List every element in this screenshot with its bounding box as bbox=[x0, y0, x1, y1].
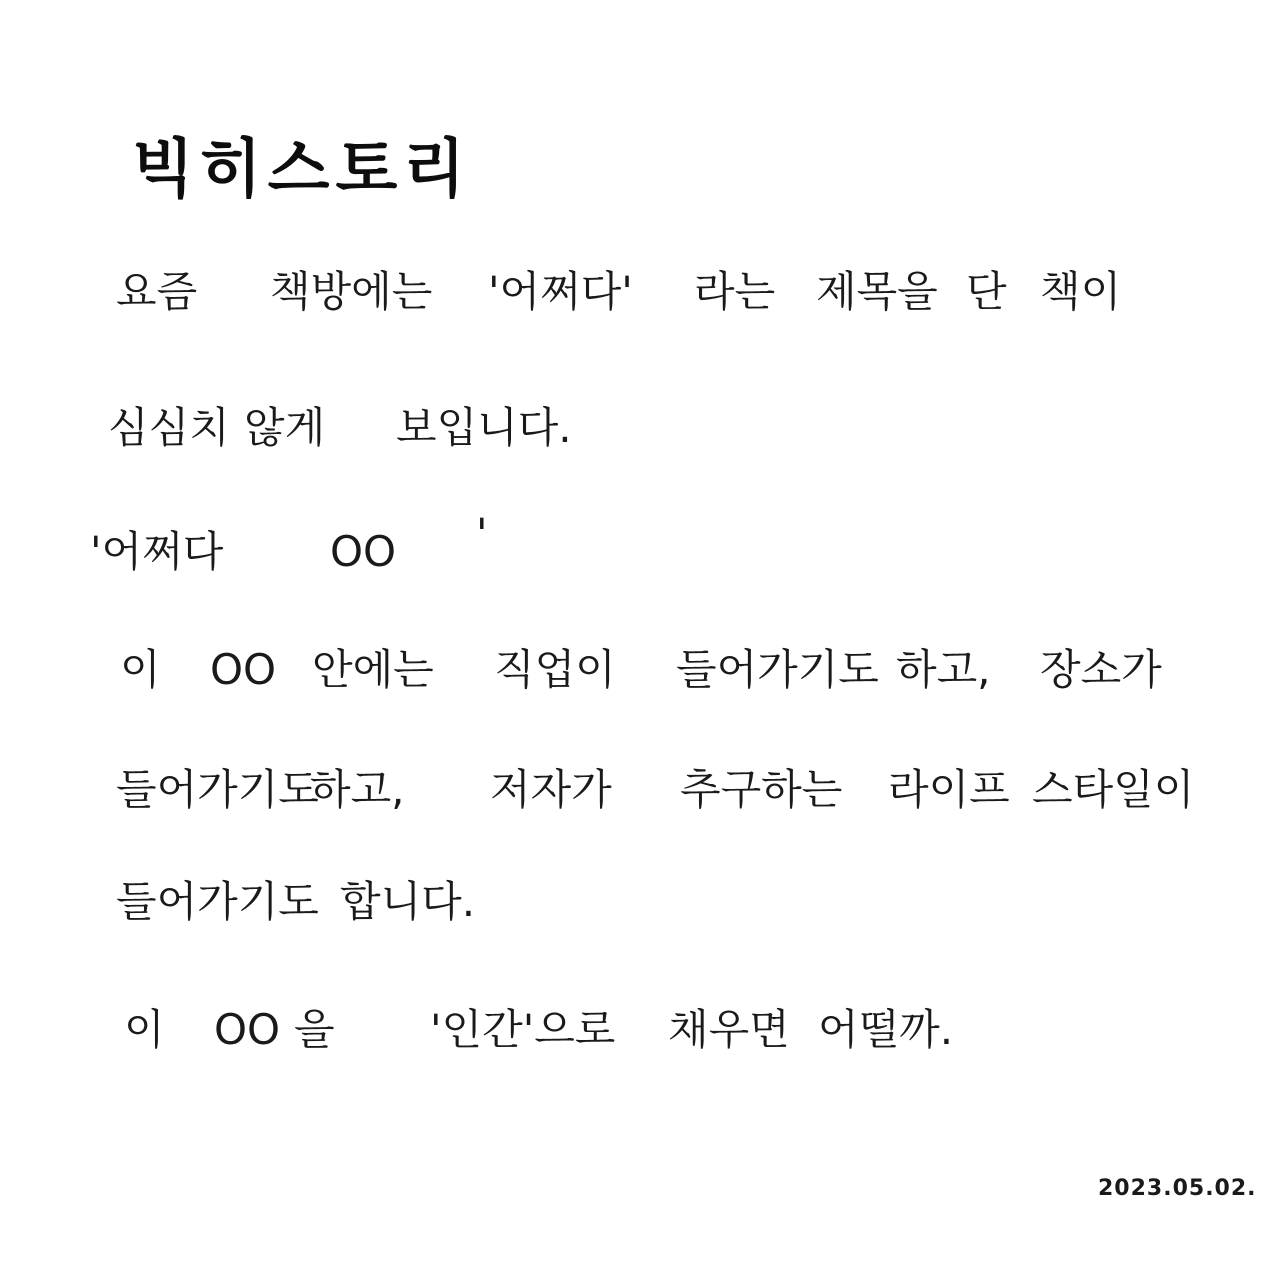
note-line-5 bbox=[0, 760, 1280, 820]
note-word: 이 bbox=[124, 1005, 165, 1054]
note-word: 보입니다. bbox=[396, 403, 572, 452]
note-word: 라이프 bbox=[888, 765, 1010, 814]
note-word: '인간'으로 bbox=[430, 1005, 616, 1054]
note-word: 제목을 bbox=[816, 267, 938, 316]
note-word: 채우면 bbox=[668, 1005, 790, 1054]
note-word: 책이 bbox=[1040, 267, 1122, 316]
note-word: 라는 bbox=[694, 267, 776, 316]
note-word: OO bbox=[210, 645, 277, 694]
note-word: 을 bbox=[294, 1005, 335, 1054]
note-word: 들어가기도 bbox=[116, 765, 319, 814]
note-line-7 bbox=[0, 1000, 1280, 1060]
note-word: 안에는 bbox=[312, 645, 434, 694]
note-word: 심심치 bbox=[108, 403, 230, 452]
note-word: 단 bbox=[966, 267, 1007, 316]
note-word: 들어가기도 bbox=[676, 645, 879, 694]
note-line-2 bbox=[0, 398, 1280, 458]
note-word: '어쩌다' bbox=[488, 267, 633, 316]
note-word: 어떨까. bbox=[818, 1005, 954, 1054]
note-word: 이 bbox=[120, 645, 161, 694]
note-word: 하고, bbox=[896, 645, 991, 694]
note-title: 빅히스토리 bbox=[132, 133, 472, 207]
note-line-1 bbox=[0, 262, 1280, 322]
note-word: 합니다. bbox=[340, 877, 476, 926]
note-word: 스타일이 bbox=[1032, 765, 1195, 814]
note-date: 2023.05.02. bbox=[1098, 1176, 1257, 1201]
note-word: 추구하는 bbox=[680, 765, 843, 814]
note-line-3 bbox=[0, 509, 1280, 582]
note-word: OO bbox=[330, 527, 397, 576]
note-word: 장소가 bbox=[1040, 645, 1162, 694]
note-word: 요즘 bbox=[116, 267, 198, 316]
note-word: 하고, bbox=[310, 765, 405, 814]
note-word: OO bbox=[214, 1005, 281, 1054]
note-word: 직업이 bbox=[494, 645, 616, 694]
note-word: 책방에는 bbox=[270, 267, 433, 316]
note-word: '어쩌다 bbox=[90, 527, 224, 576]
note-word: 들어가기도 bbox=[116, 877, 319, 926]
note-word: 저자가 bbox=[490, 765, 612, 814]
note-line-4 bbox=[0, 640, 1280, 700]
note-word: 않게 bbox=[244, 403, 326, 452]
note-line-6 bbox=[0, 872, 1280, 932]
note-word: ' bbox=[476, 509, 488, 558]
